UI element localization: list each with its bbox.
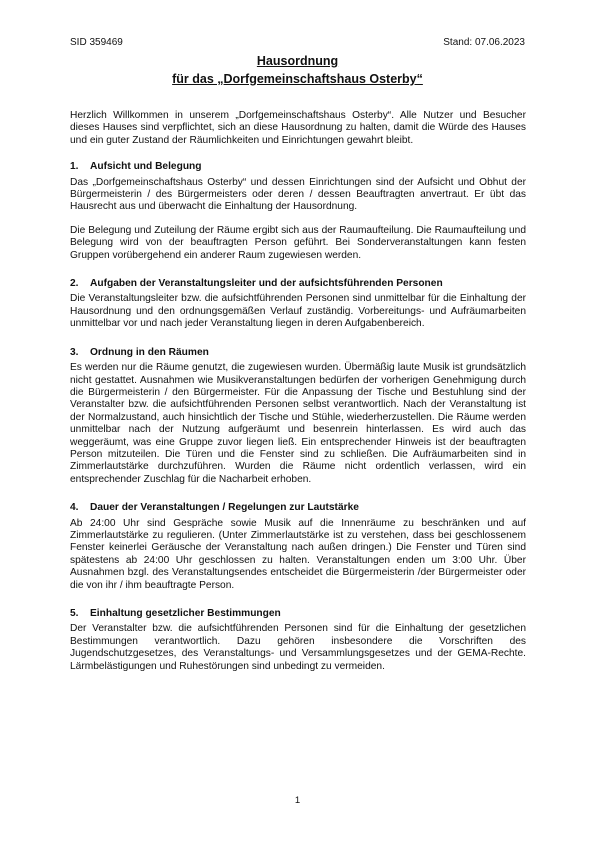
intro-paragraph: Herzlich Willkommen in unserem „Dorfgemeinschaftshaus Osterby“. Alle Nutzer und Besucher dieses Hauses sind verpflichtet, sich an diese Hausordnung zu halten, damit die Würde des Hauses und ein guter Zustand der Räumlichkeiten und Einrichtungen gewahrt bleibt.: [70, 110, 526, 146]
section-aufgaben: [70, 278, 526, 331]
section-heading: [70, 347, 526, 359]
section-gesetze: [70, 608, 526, 673]
document-subtitle: für das „Dorfgemeinschaftshaus Osterby“: [172, 72, 423, 86]
section-heading: [70, 161, 526, 173]
section-title: Aufgaben der Veranstaltungsleiter und der aufsichtsführenden Personen: [90, 278, 443, 290]
section-paragraph: Der Veranstalter bzw. die aufsichtführenden Personen sind für die Einhaltung der gesetzlichen Bestimmungen verantwortlich. Dazu gehören insbesondere die Vorschriften des Jugendschutzgesetzes, des Veranstaltungs- und Versammlungsgesetzes und der GEMA-Rechte. Lärmbelästigungen und Ruhestörungen sind unbedingt zu vermeiden.: [70, 623, 526, 672]
section-paragraph: Das „Dorfgemeinschaftshaus Osterby“ und dessen Einrichtungen sind der Aufsicht und Obhut der Bürgermeisterin / des Bürgermeisters oder deren / dessen Beauftragten anvertraut. Er übt das Hausrecht aus und überwacht die Einhaltung der Hausordnung.: [70, 176, 526, 213]
section-paragraph: Die Veranstaltungsleiter bzw. die aufsichtführenden Personen sind unmittelbar für die Einhaltung der Hausordnung und den ordnungsgemäßen Verlauf zuständig. Vorbereitungs- und Aufräumarbeiten unmittelbar vor und nach jeder Veranstaltung liegen in deren Aufgabenbereich.: [70, 293, 526, 330]
section-title: Dauer der Veranstaltungen / Regelungen zur Lautstärke: [90, 502, 359, 514]
section-paragraph: Die Belegung und Zuteilung der Räume ergibt sich aus der Raumaufteilung. Die Raumaufteilung und Belegung wird von der beauftragten Person geführt. Bei Sonderveranstaltungen kann festen Gruppen vorübergehend ein anderer Raum zugewiesen werden.: [70, 224, 526, 261]
document-body: [70, 110, 526, 689]
section-heading: [70, 278, 526, 290]
section-number: 5.: [70, 608, 79, 619]
section-paragraph: Es werden nur die Räume genutzt, die zugewiesen wurden. Übermäßig laute Musik ist grundsätzlich nicht gestattet. Ausnahmen wie Musikveranstaltungen bedürfen der vorherigen Genehmigung durch die Bürgermeisterin / den Bürgermeister. Für die Anpassung der Tische und Bestuhlung sind der Veranstalter bzw. die aufsichtführenden Personen selbst verantwortlich. Nach der Veranstaltung ist der Normalzustand, auch hinsichtlich der Tische und Stühle, wiederherzustellen. Die Räume werden unmittelbar nach der Nutzung aufgeräumt und besenrein hinterlassen. Es wird auch das weggeräumt, was eine Gruppe zuvor liegen ließ. Ein entsprechender Hinweis ist der beauftragten Person mitzuteilen. Die Türen und die Fenster sind zu schließen. Die Aufräumarbeiten sind in Zimmerlautstärke durchzuführen. Wurden die Räume nicht ordentlich verlassen, wird ein entsprechender Zuschlag für die Nacharbeit erhoben.: [70, 362, 526, 485]
section-paragraph: Ab 24:00 Uhr sind Gespräche sowie Musik auf die Innenräume zu beschränken und auf Zimmerlautstärke zu regulieren. (Unter Zimmerlautstärke ist zu verstehen, dass bei geschlossenem Fenster keinerlei Geräusche der Veranstaltung nach außen dringen.) Die Fenster und Türen sind spätestens ab 24:00 Uhr geschlossen zu halten. Veranstaltungen enden um 3:00 Uhr. Über Ausnahmen bzgl. des Veranstaltungsendes entscheidet die Bürgermeisterin /der Bürgermeister oder die von ihr / ihm beauftragte Person.: [70, 517, 526, 591]
section-aufsicht: [70, 161, 526, 262]
revision-date: Stand: 07.06.2023: [443, 37, 525, 48]
section-dauer: [70, 502, 526, 592]
section-title: Ordnung in den Räumen: [90, 346, 209, 358]
section-heading: [70, 608, 526, 620]
section-title: Einhaltung gesetzlicher Bestimmungen: [90, 608, 281, 619]
section-number: 3.: [70, 346, 79, 358]
section-number: 1.: [70, 161, 79, 173]
section-number: 4.: [70, 502, 79, 514]
section-title: Aufsicht und Belegung: [90, 161, 202, 173]
section-heading: [70, 502, 526, 514]
document-id: SID 359469: [70, 37, 123, 48]
page-number: 1: [294, 795, 301, 806]
document-title: Hausordnung: [256, 54, 339, 68]
section-ordnung: [70, 347, 526, 486]
section-number: 2.: [70, 278, 79, 290]
